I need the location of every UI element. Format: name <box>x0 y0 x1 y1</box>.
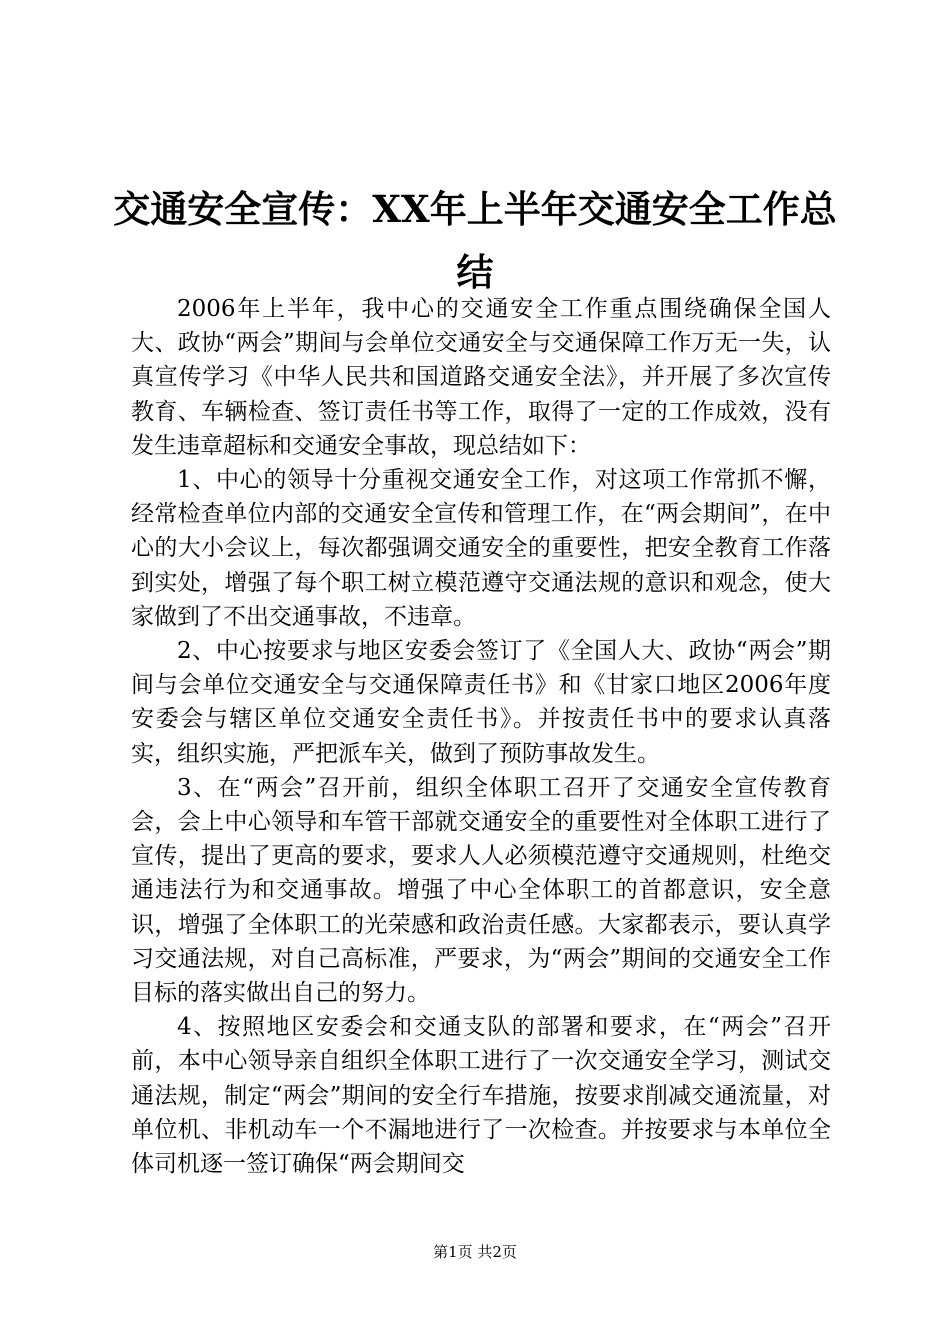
paragraph-item-4: 4、按照地区安委会和交通支队的部署和要求，在“两会”召开前，本中心领导亲自组织全体职工进行了一次交通安全学习，测试交通法规，制定“两会”期间的安全行车措施，按要求削减交通流量，对单位机、非机动车一个不漏地进行了一次检查。并按要求与本单位全体司机逐一签订确保“两会期间交 <box>131 1014 831 1178</box>
paragraph-item-3: 3、在“两会”召开前，组织全体职工召开了交通安全宣传教育会，会上中心领导和车管干部就交通安全的重要性对全体职工进行了宣传，提出了更高的要求，要求人人必须模范遵守交通规则，杜绝交通违法行为和交通事故。增强了中心全体职工的首都意识，安全意识，增强了全体职工的光荣感和政治责任感。大家都表示，要认真学习交通法规，对自己高标准，严要求，为“两会”期间的交通安全工作目标的落实做出自己的努力。 <box>131 774 831 1007</box>
paragraph-item-1: 1、中心的领导十分重视交通安全工作，对这项工作常抓不懈，经常检查单位内部的交通安全宣传和管理工作，在“两会期间”，在中心的大小会议上，每次都强调交通安全的重要性，把安全教育工作落到实处，增强了每个职工树立模范遵守交通法规的意识和观念，使大家做到了不出交通事故，不违章。 <box>131 467 831 630</box>
document-title: 交通安全宣传：XX年上半年交通安全工作总结 <box>113 187 837 294</box>
paragraph-intro: 2006年上半年，我中心的交通安全工作重点围绕确保全国人大、政协“两会”期间与会单位交通安全与交通保障工作万无一失，认真宣传学习《中华人民共和国道路交通安全法》，并开展了多次宣传教育、车辆检查、签订责任书等工作，取得了一定的工作成效，没有发生违章超标和交通安全事故，现总结如下： <box>131 296 831 459</box>
page-number-footer: 第1页 共2页 <box>433 1243 517 1261</box>
paragraph-item-2: 2、中心按要求与地区安委会签订了《全国人大、政协“两会”期间与会单位交通安全与交通保障责任书》和《甘家口地区2006年度安委会与辖区单位交通安全责任书》。并按责任书中的要求认真落实，组织实施，严把派车关，做到了预防事故发生。 <box>131 638 831 767</box>
document-body <box>131 292 831 1181</box>
